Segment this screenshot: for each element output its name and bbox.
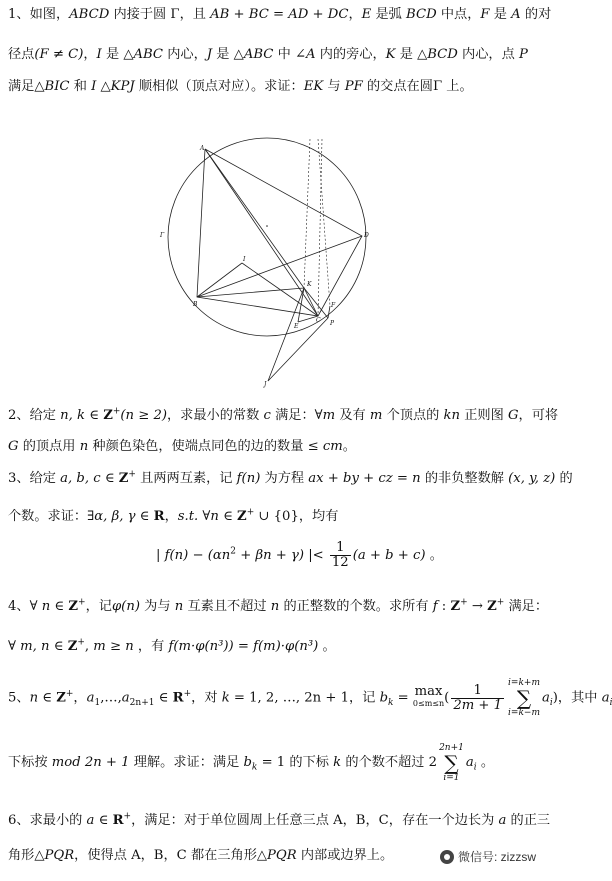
watermark	[440, 848, 536, 865]
p1-line3: 满足△BIC 和 I △KPJ 顺相似（顶点对应）。求证：EK 与 PF 的交点在圆Γ 上。	[8, 79, 473, 94]
sum-operator-2: 2n+1 ∑ i=1	[439, 742, 464, 783]
p3-formula: | $f(n) - (\alpha n^2 + \beta n + \gamma)$ |< $\frac{1}{12}$ (a + b + c) 。	[156, 540, 443, 570]
p5-line1: 5、n ∈ Z+，$a_1,\dots,a_{2n+1}$ ∈ R+，对 k = 1, 2, …, 2n + 1，记 $b_k = \max$ 0≤m≤n ( $\frac{1}{2m + 1}$ i=k+m ∑ $i=k-ma_i$)，其中 a	[8, 678, 610, 718]
label-k: K	[307, 281, 312, 288]
max-operator: max 0≤m≤n	[412, 684, 445, 708]
p2-line2: G 的顶点用 n 种颜色染色，使端点同色的边的数量 ≤ cm。	[8, 439, 356, 454]
dash-line-2	[318, 139, 330, 306]
label-f: F	[331, 302, 336, 309]
fraction-1-12: $\frac{1}{12}$	[331, 540, 349, 570]
seg-ak	[205, 149, 304, 288]
wechat-icon	[440, 850, 454, 864]
label-j: J	[264, 381, 267, 388]
label-p: P	[330, 320, 335, 327]
seg-pf	[328, 306, 330, 318]
seg-bd	[197, 236, 362, 297]
p1-line1: 1、如图，ABCD 内接于圆 Γ，且 AB + BC = AD + DC，E 是弧 BCD 中点，F 是 A 的对	[8, 7, 552, 22]
p3-line2: 个数。求证：∃α, β, γ ∈ R，s.t. ∀n ∈ Z+ ∪ {0}，均有	[8, 507, 339, 524]
center-dot	[266, 225, 268, 227]
label-i: I	[243, 256, 246, 263]
seg-ic	[242, 263, 318, 316]
label-c: C	[316, 317, 321, 324]
label-a: A	[200, 145, 205, 152]
seg-ke	[298, 288, 304, 322]
geometry-figure	[150, 138, 380, 390]
p5-line2: 下标按 mod 2n + 1 理解。求证：满足 $b_k = 1$ 的下标 k 的个数不超过 22n+1 ∑ $i=1a_i$ 。	[8, 742, 495, 783]
p6-line2: 角形△PQR，使得点 A，B，C 都在三角形△PQR 内部或边界上。	[8, 848, 394, 863]
p1-line2: 径点(F ≠ C)，I 是 △ABC 内心，J 是 △ABC 中 ∠A 内的旁心，K 是 △BCD 内心，点 P	[8, 47, 528, 62]
fraction-1-2m1: $\frac{1}{2m + 1}$	[453, 682, 503, 713]
dash-line-1	[304, 139, 310, 288]
p6-line1: 6、求最小的 a ∈ R+，满足：对于单位圆周上任意三点 A，B，C，存在一个边长为 a 的正三	[8, 811, 551, 828]
seg-ac	[205, 149, 318, 316]
label-e: E	[294, 323, 299, 330]
dash-line-3	[318, 139, 322, 316]
seg-bk	[197, 288, 304, 297]
seg-kj	[268, 288, 304, 381]
circle-gamma	[168, 138, 366, 336]
label-gamma: Γ	[160, 232, 165, 239]
seg-ce	[298, 316, 318, 322]
p3-line1: 3、给定 a, b, c ∈ Z+ 且两两互素，记 f(n) 为方程 ax + by + cz = n 的非负整数解 (x, y, z) 的	[8, 469, 573, 486]
p2-line1: 2、给定 n, k ∈ Z+(n ≥ 2)，求最小的常数 c 满足：∀m 及有 m 个顶点的 kn 正则图 G，可将	[8, 406, 559, 423]
label-b: B	[193, 301, 198, 308]
label-d: D	[364, 232, 369, 239]
p4-line1: 4、∀ n ∈ Z+，记φ(n) 为与 n 互素且不超过 n 的正整数的个数。求所有 f : Z+ → Z+ 满足：	[8, 597, 549, 614]
watermark-text: 微信号: zizzsw	[458, 850, 537, 864]
sum-operator-1: i=k+m ∑ i=k−m	[508, 678, 540, 718]
p4-line2: ∀ m, n ∈ Z+, m ≥ n ，有 f(m·φ(n³)) = f(m)·φ(n³) 。	[8, 637, 336, 654]
seg-bi	[197, 263, 242, 297]
seg-kc	[304, 288, 318, 316]
